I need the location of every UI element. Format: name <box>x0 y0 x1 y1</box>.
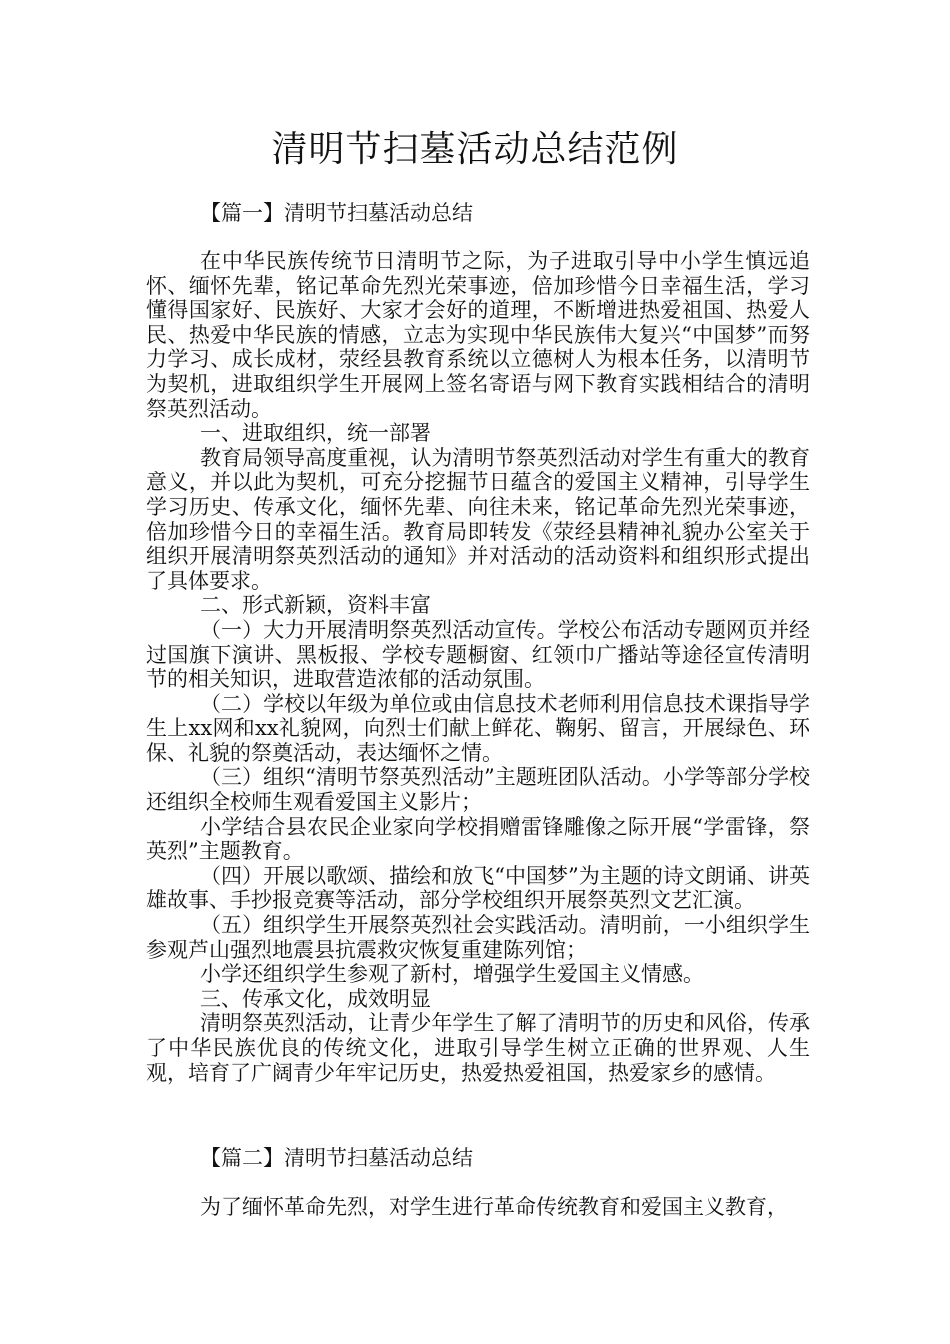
paragraph-3: 清明祭英烈活动，让青少年学生了解了清明节的历史和风俗，传承了中华民族优良的传统文化，进取引导学生树立正确的世界观、人生观，培育了广阔青少年牢记历史，热爱热爱祖国，热爱家乡的感情。 <box>146 1011 810 1085</box>
paragraph-item-1: （一）大力开展清明祭英烈活动宣传。学校公布活动专题网页并经过国旗下演讲、黑板报、学校专题橱窗、红领巾广播站等途径宣传清明节的相关知识，进取营造浓郁的活动氛围。 <box>146 617 810 692</box>
paragraph-item-3b: 小学结合县农民企业家向学校捐赠雷锋雕像之际开展“学雷锋，祭英烈”主题教育。 <box>146 814 810 864</box>
section-heading-part2: 【篇二】清明节扫墓活动总结 <box>200 1146 473 1170</box>
paragraph-1: 教育局领导高度重视，认为清明节祭英烈活动对学生有重大的教育意义，并以此为契机，可充分挖掘节日蕴含的爱国主义精神，引导学生学习历史、传承文化，缅怀先辈、向往未来，铭记革命先烈光荣事迹，倍加珍惜今日的幸福生活。教育局即转发《荥经县精神礼貌办公室关于组织开展清明祭英烈活动的通知》并对活动的活动资料和组织形式提出了具体要求。 <box>146 445 810 593</box>
paragraph-item-3: （三）组织“清明节祭英烈活动”主题班团队活动。小学等部分学校还组织全校师生观看爱国主义影片； <box>146 765 810 815</box>
paragraph-item-2: （二）学校以年级为单位或由信息技术老师利用信息技术课指导学生上xx网和xx礼貌网，向烈士们献上鲜花、鞠躬、留言，开展绿色、环保、礼貌的祭奠活动，表达缅怀之情。 <box>146 691 810 765</box>
part1-body <box>146 249 810 1085</box>
paragraph-intro: 在中华民族传统节日清明节之际，为子进取引导中小学生慎远追怀、缅怀先辈，铭记革命先烈光荣事迹，倍加珍惜今日幸福生活，学习懂得国家好、民族好、大家才会好的道理，不断增进热爱祖国、热爱人民、热爱中华民族的情感，立志为实现中华民族伟大复兴“中国梦”而努力学习、成长成材，荥经县教育系统以立德树人为根本任务，以清明节为契机，进取组织学生开展网上签名寄语与网下教育实践相结合的清明祭英烈活动。 <box>146 249 810 421</box>
paragraph-part2-intro: 为了缅怀革命先烈，对学生进行革命传统教育和爱国主义教育， <box>200 1195 788 1219</box>
paragraph-item-5b: 小学还组织学生参观了新村，增强学生爱国主义情感。 <box>200 962 704 987</box>
part2-body <box>146 1195 810 1220</box>
paragraph-item-4: （四）开展以歌颂、描绘和放飞“中国梦”为主题的诗文朗诵、讲英雄故事、手抄报竞赛等活动，部分学校组织开展祭英烈文艺汇演。 <box>146 863 810 913</box>
paragraph-item-5: （五）组织学生开展祭英烈社会实践活动。清明前，一小组织学生参观芦山强烈地震县抗震救灾恢复重建陈列馆； <box>146 913 810 962</box>
section-heading-part1: 【篇一】清明节扫墓活动总结 <box>200 201 473 225</box>
subheading-2: 二、形式新颖，资料丰富 <box>200 593 431 618</box>
subheading-3: 三、传承文化，成效明显 <box>200 986 431 1011</box>
subheading-1: 一、进取组织，统一部署 <box>200 421 431 446</box>
document-title: 清明节扫墓活动总结范例 <box>271 129 679 170</box>
